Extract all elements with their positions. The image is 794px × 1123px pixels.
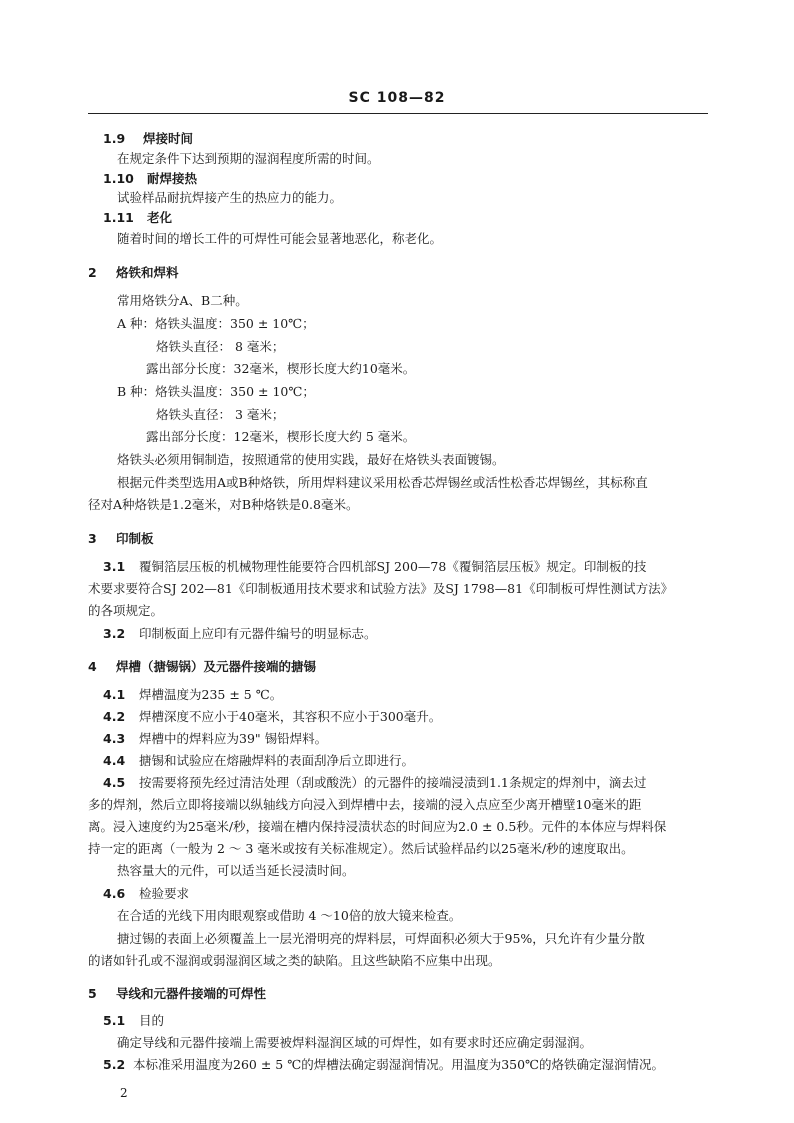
section-1-10-body: 试验样品耐抗焊接产生的热应力的能力。: [117, 190, 343, 205]
header-rule: [88, 113, 708, 114]
section-3-1-line-1: 3.1 覆铜箔层压板的机械物理性能要符合四机部SJ 200—78《覆铜箔层压板》规定。印制板的技: [103, 559, 647, 574]
section-4-5-line-1: 4.5 按需要将预先经过清洁处理（刮或酸洗）的元器件的接端浸渍到1.1条规定的焊剂中，滴去过: [103, 775, 647, 790]
section-2-intro: 常用烙铁分A、B二种。: [117, 293, 248, 308]
section-5-heading: 5 导线和元器件接端的可焊性: [88, 986, 267, 1001]
section-4-5-line-3: 离。浸入速度约为25毫米/秒，接端在槽内保持浸渍状态的时间应为2.0 ± 0.5秒。元件的本体应与焊料保: [88, 819, 667, 834]
iron-b-length: 露出部分长度：12毫米，楔形长度大约 5 毫米。: [146, 429, 416, 444]
section-4-5-line-2: 多的焊剂，然后立即将接端以纵轴线方向浸入到焊槽中去，接端的浸入点应至少离开槽壁10毫米的距: [88, 797, 642, 812]
section-5-1-heading: 5.1 目的: [103, 1013, 165, 1028]
section-4-3: 4.3 焊槽中的焊料应为39" 锡铅焊料。: [103, 731, 328, 746]
iron-a-temperature: A 种：烙铁头温度：350 ± 10℃；: [117, 316, 315, 331]
standard-code-header: SC 108—82: [348, 90, 446, 106]
section-1-11-heading: 1.11 老化: [103, 210, 173, 225]
section-5-1-body: 确定导线和元器件接端上需要被焊料湿润区域的可焊性，如有要求时还应确定弱湿润。: [117, 1035, 593, 1050]
section-3-1-line-3: 的各项规定。: [88, 603, 164, 618]
section-1-10-heading: 1.10 耐焊接热: [103, 171, 198, 186]
section-4-1: 4.1 焊槽温度为235 ± 5 ℃。: [103, 687, 283, 702]
iron-a-diameter: 烙铁头直径： 8 毫米；: [156, 339, 285, 354]
section-2-para-2-line-2: 径对A种烙铁是1.2毫米，对B种烙铁是0.8毫米。: [88, 497, 359, 512]
section-4-6-line-3: 的诸如针孔或不湿润或弱湿润区域之类的缺陷。且这些缺陷不应集中出现。: [88, 953, 501, 968]
section-3-2: 3.2 印制板面上应印有元器件编号的明显标志。: [103, 626, 377, 641]
section-3-heading: 3 印制板: [88, 531, 154, 546]
section-4-heading: 4 焊槽（搪锡锅）及元器件接端的搪锡: [88, 659, 317, 674]
section-4-2: 4.2 焊槽深度不应小于40毫米，其容积不应小于300毫升。: [103, 709, 442, 724]
section-1-9-body: 在规定条件下达到预期的湿润程度所需的时间。: [117, 151, 380, 166]
iron-a-length: 露出部分长度：32毫米，楔形长度大约10毫米。: [146, 361, 416, 376]
section-2-heading: 2 烙铁和焊料: [88, 265, 179, 280]
iron-b-temperature: B 种：烙铁头温度：350 ± 10℃；: [117, 384, 315, 399]
page-number: 2: [120, 1086, 128, 1100]
section-1-11-body: 随着时间的增长工件的可焊性可能会显著地恶化，称老化。: [117, 231, 443, 246]
section-2-para-2-line-1: 根据元件类型选用A或B种烙铁，所用焊料建议采用松香芯焊锡丝或活性松香芯焊锡丝，其标称直: [117, 475, 648, 490]
section-4-4: 4.4 搪锡和试验应在熔融焊料的表面刮净后立即进行。: [103, 753, 415, 768]
section-4-6-line-2: 搪过锡的表面上必须覆盖上一层光滑明亮的焊料层，可焊面积必须大于95%，只允许有少量分散: [117, 931, 645, 946]
section-2-para-1: 烙铁头必须用铜制造，按照通常的使用实践，最好在烙铁头表面镀锡。: [117, 452, 505, 467]
section-4-6-heading: 4.6 检验要求: [103, 886, 190, 901]
section-3-1-line-2: 术要求要符合SJ 202—81《印制板通用技术要求和试验方法》及SJ 1798—81《印制板可焊性测试方法》: [88, 581, 674, 596]
section-4-6-line-1: 在合适的光线下用肉眼观察或借助 4 ～10倍的放大镜来检查。: [117, 908, 462, 923]
section-1-9-heading: 1.9 焊接时间: [103, 131, 194, 146]
section-4-5-line-5: 热容量大的元件，可以适当延长浸渍时间。: [117, 863, 355, 878]
iron-b-diameter: 烙铁头直径： 3 毫米；: [156, 407, 285, 422]
section-4-5-line-4: 持一定的距离（一般为 2 ～ 3 毫米或按有关标准规定）。然后试验样品约以25毫米/秒的速度取出。: [88, 841, 634, 856]
section-5-2: 5.2 本标准采用温度为260 ± 5 ℃的焊槽法确定弱湿润情况。用温度为350℃的烙铁确定湿润情况。: [103, 1057, 665, 1072]
